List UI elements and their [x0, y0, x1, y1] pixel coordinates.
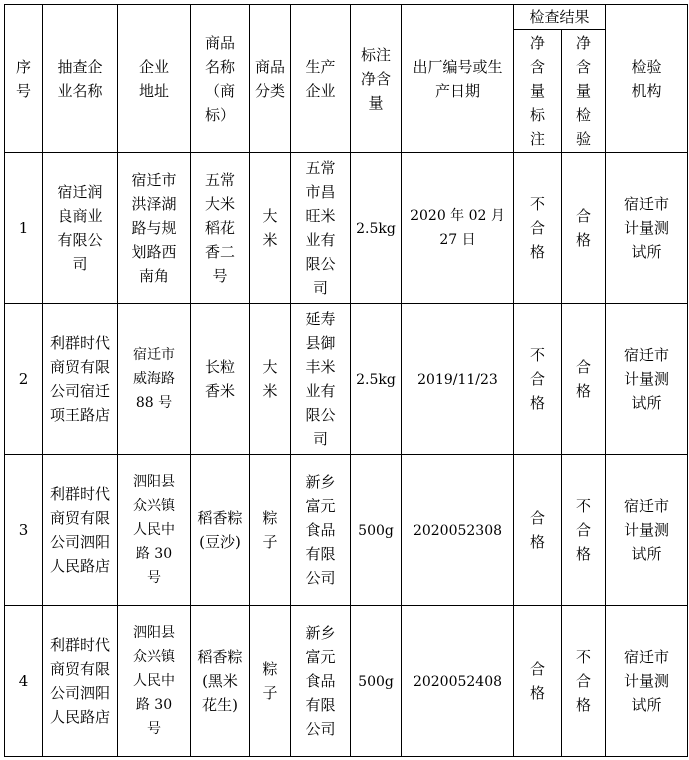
cell-product: 稻香粽(黑米花生) [191, 606, 250, 757]
cell-producer: 延寿县御丰米业有限公司 [291, 304, 351, 455]
cell-seq: 2 [5, 304, 43, 455]
cell-date: 2020052308 [402, 455, 514, 606]
cell-seq: 3 [5, 455, 43, 606]
header-date: 出厂编号或生产日期 [402, 5, 514, 153]
header-producer: 生产企业 [291, 5, 351, 153]
cell-net-content: 500g [351, 606, 402, 757]
cell-check-result: 不合格 [562, 606, 606, 757]
cell-producer: 新乡富元食品有限公司 [291, 455, 351, 606]
cell-address: 宿迁市洪泽湖路与规划路西南角 [118, 153, 191, 304]
cell-product: 五常大米稻花香二号 [191, 153, 250, 304]
cell-seq: 4 [5, 606, 43, 757]
cell-agency: 宿迁市计量测试所 [606, 455, 688, 606]
cell-date: 2020 年 02 月 27 日 [402, 153, 514, 304]
cell-product: 稻香粽(豆沙) [191, 455, 250, 606]
cell-company: 利群时代商贸有限公司宿迁项王路店 [43, 304, 118, 455]
cell-agency: 宿迁市计量测试所 [606, 606, 688, 757]
header-category: 商品分类 [250, 5, 291, 153]
cell-category: 大米 [250, 304, 291, 455]
cell-net-content: 2.5kg [351, 153, 402, 304]
header-seq: 序号 [5, 5, 43, 153]
cell-agency: 宿迁市计量测试所 [606, 153, 688, 304]
header-result-label: 净含量标注 [514, 30, 562, 153]
cell-check-result: 不合格 [562, 455, 606, 606]
inspection-table [4, 4, 688, 757]
cell-company: 利群时代商贸有限公司泗阳人民路店 [43, 455, 118, 606]
cell-producer: 五常市昌旺米业有限公司 [291, 153, 351, 304]
header-result-group: 检查结果 [514, 5, 606, 30]
cell-label-result: 不合格 [514, 153, 562, 304]
header-net-content: 标注净含量 [351, 5, 402, 153]
cell-product: 长粒香米 [191, 304, 250, 455]
cell-date: 2019/11/23 [402, 304, 514, 455]
cell-company: 利群时代商贸有限公司泗阳人民路店 [43, 606, 118, 757]
cell-agency: 宿迁市计量测试所 [606, 304, 688, 455]
table-row [5, 153, 688, 304]
cell-company: 宿迁润良商业有限公司 [43, 153, 118, 304]
cell-net-content: 500g [351, 455, 402, 606]
cell-category: 大米 [250, 153, 291, 304]
cell-category: 粽子 [250, 455, 291, 606]
cell-address: 宿迁市威海路 88 号 [118, 304, 191, 455]
cell-seq: 1 [5, 153, 43, 304]
cell-label-result: 合格 [514, 606, 562, 757]
cell-category: 粽子 [250, 606, 291, 757]
cell-label-result: 合格 [514, 455, 562, 606]
cell-date: 2020052408 [402, 606, 514, 757]
cell-address: 泗阳县众兴镇人民中路 30 号 [118, 455, 191, 606]
header-result-check: 净含量检验 [562, 30, 606, 153]
header-address: 企业地址 [118, 5, 191, 153]
cell-net-content: 2.5kg [351, 304, 402, 455]
header-company: 抽查企业名称 [43, 5, 118, 153]
cell-check-result: 合格 [562, 304, 606, 455]
table-row [5, 304, 688, 455]
cell-check-result: 合格 [562, 153, 606, 304]
table-row [5, 455, 688, 606]
cell-producer: 新乡富元食品有限公司 [291, 606, 351, 757]
header-agency: 检验机构 [606, 5, 688, 153]
table-row [5, 606, 688, 757]
cell-label-result: 不合格 [514, 304, 562, 455]
cell-address: 泗阳县众兴镇人民中路 30 号 [118, 606, 191, 757]
header-product: 商品名称（商标） [191, 5, 250, 153]
